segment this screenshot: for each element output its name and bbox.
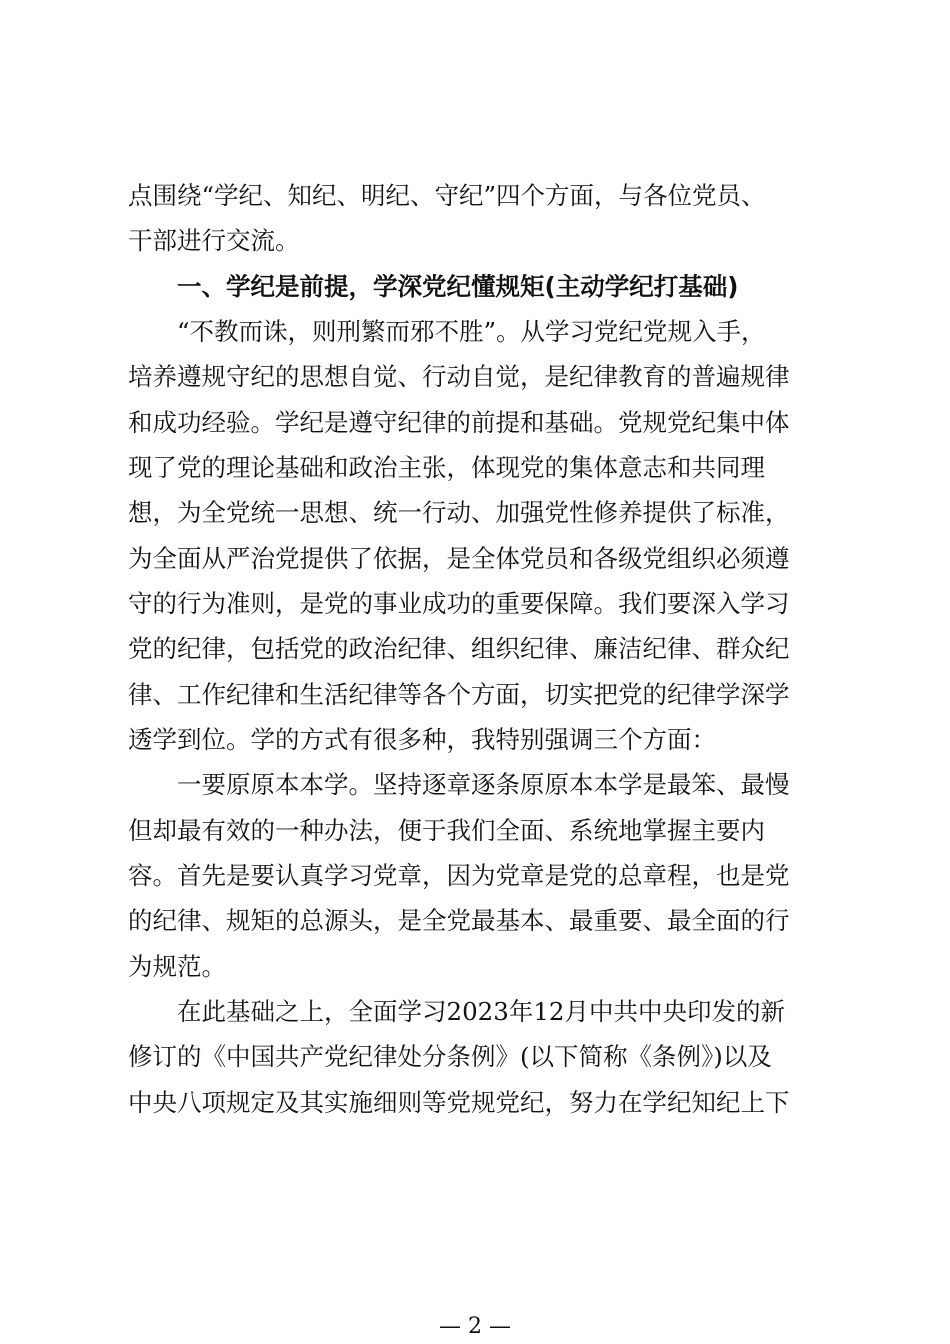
paragraph-line: 的纪律、规矩的总源头，是全党最基本、最重要、最全面的行 [128,906,790,935]
paragraph-line: 为规范。 [128,952,226,981]
paragraph-line: 想，为全党统一思想、统一行动、加强党性修养提供了标准， [128,498,790,527]
paragraph-line: 点围绕“学纪、知纪、明纪、守纪”四个方面，与各位党员、 [128,181,766,210]
paragraph-line: 和成功经验。学纪是遵守纪律的前提和基础。党规党纪集中体 [128,408,790,437]
paragraph-line: 为全面从严治党提供了依据，是全体党员和各级党组织必须遵 [128,544,790,573]
paragraph-line: “不教而诛，则刑繁而邪不胜”。从学习党纪党规入手， [128,317,766,346]
paragraph-line: 党的纪律，包括党的政治纪律、组织纪律、廉洁纪律、群众纪 [128,634,790,663]
section-heading: 一、学纪是前提，学深党纪懂规矩(主动学纪打基础) [128,272,739,301]
paragraph-line: 守的行为准则，是党的事业成功的重要保障。我们要深入学习 [128,589,790,618]
paragraph-line: 容。首先是要认真学习党章，因为党章是党的总章程，也是党 [128,861,790,890]
paragraph-line: 一要原原本本学。坚持逐章逐条原原本本学是最笨、最慢 [128,770,790,799]
paragraph-line: 培养遵规守纪的思想自觉、行动自觉，是纪律教育的普遍规律 [128,362,790,391]
paragraph-line: 透学到位。学的方式有很多种，我特别强调三个方面： [128,725,716,754]
paragraph-line: 但却最有效的一种办法，便于我们全面、系统地掌握主要内 [128,816,765,845]
paragraph-line: 修订的《中国共产党纪律处分条例》(以下简称《条例》)以及 [128,1042,772,1071]
paragraph-line: 中央八项规定及其实施细则等党规党纪，努力在学纪知纪上下 [128,1088,790,1117]
paragraph-line: 干部进行交流。 [128,226,300,255]
paragraph-line: 律、工作纪律和生活纪律等各个方面，切实把党的纪律学深学 [128,680,790,709]
page-number: — 2 — [439,1314,511,1339]
paragraph-line: 现了党的理论基础和政治主张，体现党的集体意志和共同理 [128,453,765,482]
paragraph-line: 在此基础之上，全面学习2023年12月中共中央印发的新 [128,997,786,1026]
